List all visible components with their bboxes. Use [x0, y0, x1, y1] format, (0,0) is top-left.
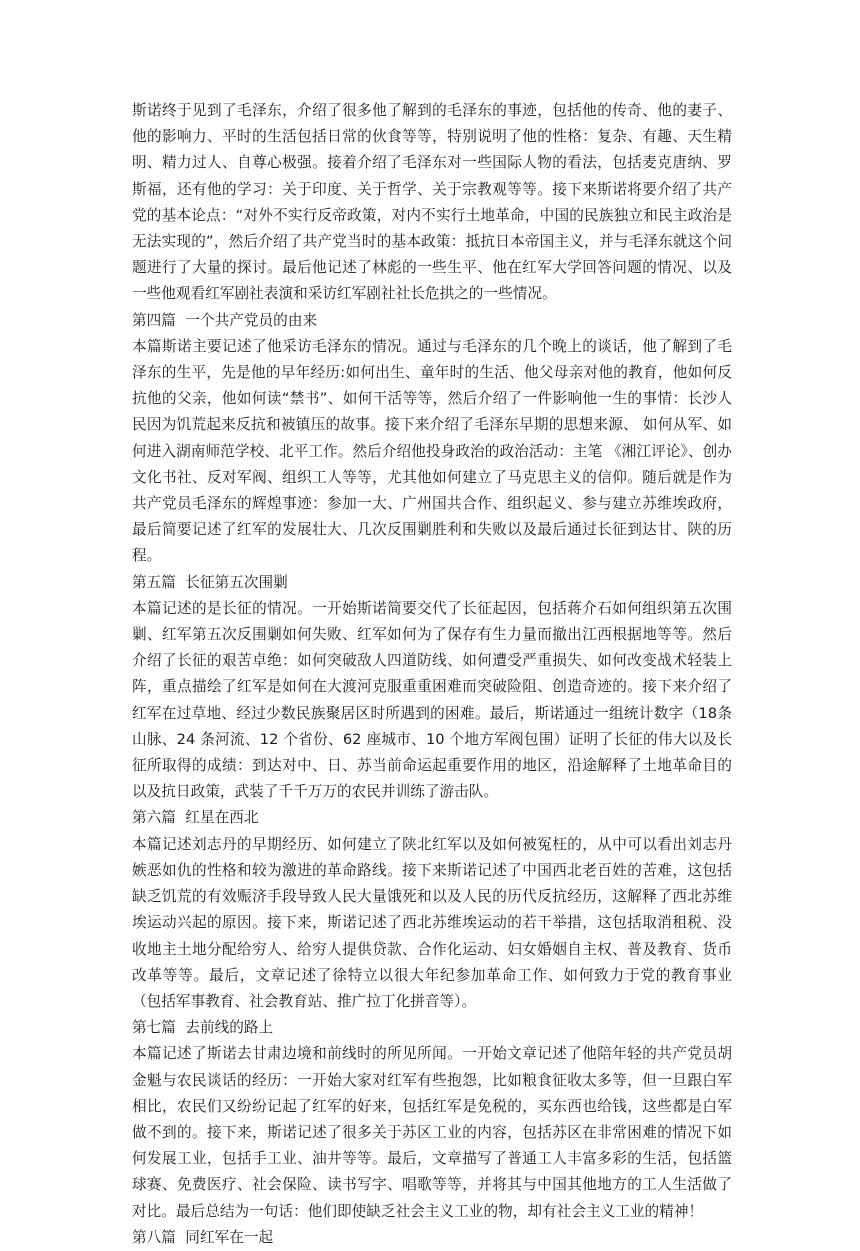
- paragraph-mao-introduction: 斯诺终于见到了毛泽东，介绍了很多他了解到的毛泽东的事迹，包括他的传奇、他的妻子、他的影响力、平时的生活包括日常的伙食等等，特别说明了他的性格：复杂、有趣、天生精明、精力过人、自尊心极强。接着介绍了毛泽东对一些国际人物的看法，包括麦克唐纳、罗斯福，还有他的学习：关于印度、关于哲学、关于宗教观等等。接下来斯诺将要介绍了共产党的基本论点：“对外不实行反帝政策，对内不实行土地革命，中国的民族独立和民主政治是无法实现的”，然后介绍了共产党当时的基本政策：抵抗日本帝国主义，并与毛泽东就这个问题进行了大量的探讨。最后他记述了林彪的一些生平、他在红军大学回答问题的情况、以及一些他观看红军剧社表演和采访红军剧社社长危拱之的一些情况。: [132, 102, 732, 303]
- chapter-5-heading: 第五篇 长征第五次围剿: [132, 573, 288, 591]
- chapter-7-summary: 本篇记述了斯诺去甘肃边境和前线时的所见所闻。一开始文章记述了他陪年轻的共产党员胡金魁与农民谈话的经历：一开始大家对红军有些抱怨，比如粮食征收太多等，但一旦跟白军相比，农民们又纷纷记起了红军的好来，包括红军是免税的，买东西也给钱，这些都是白军做不到的。接下来，斯诺记述了很多关于苏区工业的内容，包括苏区在非常困难的情况下如何发展工业，包括手工业、油井等等。最后，文章描写了普通工人丰富多彩的生活，包括篮球赛、免费医疗、社会保险、读书写字、唱歌等等，并将其与中国其他地方的工人生活做了对比。最后总结为一句话：他们即使缺乏社会主义工业的物，却有社会主义工业的精神！: [132, 1045, 732, 1220]
- chapter-6-heading: 第六篇 红星在西北: [132, 809, 259, 827]
- chapter-5-summary: 本篇记述的是长征的情况。一开始斯诺简要交代了长征起因，包括蒋介石如何组织第五次围剿、红军第五次反围剿如何失败、红军如何为了保存有生力量而撤出江西根据地等等。然后介绍了长征的艰苦卓绝：如何突破敌人四道防线、如何遭受严重损失、如何改变战术轻装上阵，重点描绘了红军是如何在大渡河克服重重困难而突破险阻、创造奇迹的。接下来介绍了红军在过草地、经过少数民族聚居区时所遇到的困难。最后，斯诺通过一组统计数字（18条山脉、24 条河流、12 个省份、62 座城市、10 个地方军阀包围）证明了长征的伟大以及长征所取得的成绩：到达对中、日、苏当前命运起重要作用的地区，沿途解释了土地革命目的以及抗日政策，武装了千千万万的农民并训练了游击队。: [132, 599, 732, 801]
- chapter-8-heading: 第八篇 同红军在一起: [132, 1228, 274, 1246]
- chapter-4-summary: 本篇斯诺主要记述了他采访毛泽东的情况。通过与毛泽东的几个晚上的谈话，他了解到了毛泽东的生平，先是他的早年经历:如何出生、童年时的生活、他父母亲对他的教育，他如何反抗他的父亲，他如何读“禁书”、如何干活等等，然后介绍了一件影响他一生的事情：长沙人民因为饥荒起来反抗和被镇压的故事。接下来介绍了毛泽东早期的思想来源、 如何从军、如何进入湖南师范学校、北平工作。然后介绍他投身政治的政治活动：主笔 《湘江评论》、创办文化书社、反对军阀、组织工人等等，尤其他如何建立了马克思主义的信仰。随后就是作为共产党员毛泽东的辉煌事迹：参加一大、广州国共合作、组织起义、参与建立苏维埃政府，最后简要记述了红军的发展壮大、几次反围剿胜利和失败以及最后通过长征到达甘、陕的历程。: [132, 337, 732, 565]
- chapter-6-summary: 本篇记述刘志丹的早期经历、如何建立了陕北红军以及如何被冤枉的，从中可以看出刘志丹嫉恶如仇的性格和较为激进的革命路线。接下来斯诺记述了中国西北老百姓的苦难，这包括缺乏饥荒的有效赈济手段导致人民大量饿死和以及人民的历代反抗经历，这解释了西北苏维埃运动兴起的原因。接下来，斯诺记述了西北苏维埃运动的若干举措，这包括取消租税、没收地主土地分配给穷人、给穷人提供贷款、合作化运动、妇女婚姻自主权、普及教育、货币改革等等。最后，文章记述了徐特立以很大年纪参加革命工作、如何致力于党的教育事业（包括军事教育、社会教育站、推广拉丁化拼音等）。: [132, 835, 732, 1010]
- chapter-4-heading: 第四篇 一个共产党员的由来: [132, 311, 318, 329]
- document-page: [132, 98, 732, 1251]
- chapter-7-heading: 第七篇 去前线的路上: [132, 1019, 274, 1037]
